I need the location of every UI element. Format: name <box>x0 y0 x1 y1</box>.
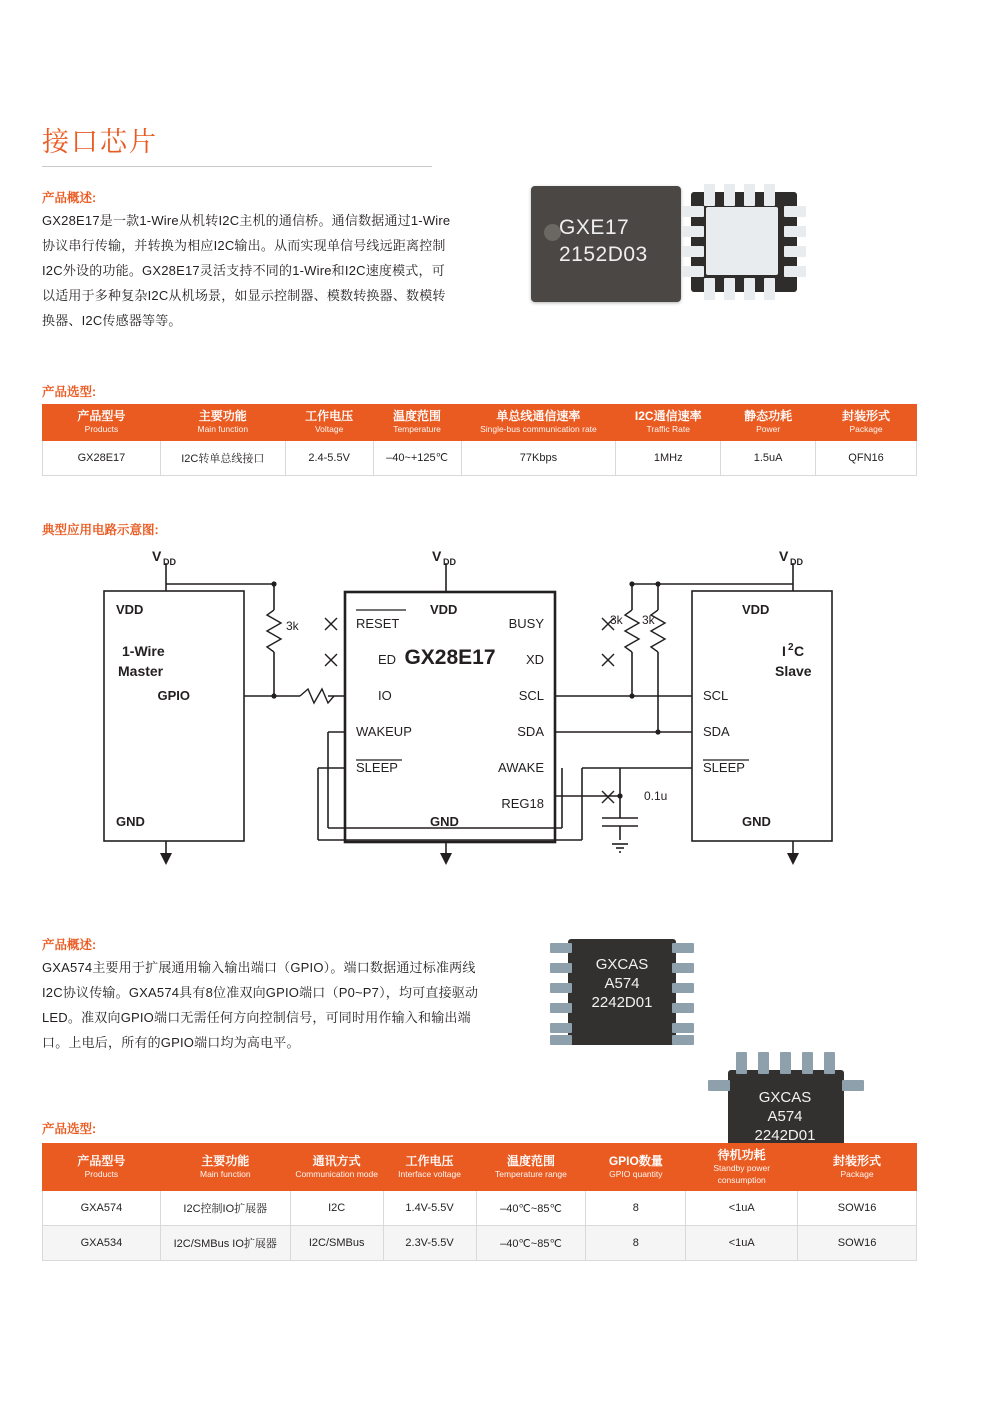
table-header-cell <box>383 1144 476 1191</box>
table-header-en: Traffic Rate <box>646 424 690 435</box>
svg-text:Slave: Slave <box>775 663 812 679</box>
svg-text:0.1u: 0.1u <box>644 789 668 803</box>
svg-text:GX28E17: GX28E17 <box>404 646 496 669</box>
table-header-en: Communication mode <box>295 1168 378 1179</box>
table-cell: <1uA <box>686 1226 798 1261</box>
table-cell: –40℃~85℃ <box>476 1191 586 1226</box>
table-header-cell <box>461 405 616 441</box>
svg-text:SDA: SDA <box>517 724 544 739</box>
table-header-cn: 产品型号 <box>77 1153 126 1168</box>
svg-text:V: V <box>432 548 442 564</box>
svg-text:SCL: SCL <box>518 688 544 703</box>
table-header-cn: I2C通信速率 <box>634 409 702 423</box>
table-header-cell <box>586 1144 686 1191</box>
table-cell: QFN16 <box>816 440 917 475</box>
table-cell: 8 <box>586 1191 686 1226</box>
table-row <box>43 1191 917 1226</box>
svg-text:VDD: VDD <box>430 602 458 617</box>
table-header-en: Main function <box>197 424 249 435</box>
table-header-cn: 产品型号 <box>77 409 126 423</box>
table-header-en: Temperature <box>393 424 441 435</box>
table-header-en: GPIO quantity <box>609 1168 663 1179</box>
table-cell: GXA534 <box>43 1226 161 1261</box>
table-header-en: Single-bus communication rate <box>480 424 597 435</box>
table-header-en: Temperature range <box>495 1168 567 1179</box>
table-header-cn: 静态功耗 <box>744 409 793 423</box>
table-header-row <box>43 405 917 441</box>
svg-text:Master: Master <box>118 663 164 679</box>
table-header-row <box>43 1144 917 1191</box>
table-header-en: Standby power consumption <box>713 1163 771 1185</box>
table-header-cell <box>43 405 161 441</box>
svg-text:DD: DD <box>790 557 803 567</box>
svg-text:SDA: SDA <box>703 724 730 739</box>
table-header-cn: 通讯方式 <box>312 1153 361 1168</box>
table-cell: I2C/SMBus IO扩展器 <box>160 1226 290 1261</box>
table-header-en: Voltage <box>314 424 344 435</box>
table-cell: I2C转单总线接口 <box>160 440 285 475</box>
table-header-cell <box>373 405 461 441</box>
svg-text:REG18: REG18 <box>501 796 544 811</box>
svg-text:1-Wire: 1-Wire <box>122 643 165 659</box>
svg-text:XD: XD <box>525 652 544 667</box>
table-header-cell <box>290 1144 383 1191</box>
table-header-en: Products <box>84 424 119 435</box>
table-cell: 2.4-5.5V <box>285 440 373 475</box>
table-header-cell <box>43 1144 161 1191</box>
svg-text:V: V <box>779 548 789 564</box>
table-cell: I2C控制IO扩展器 <box>160 1191 290 1226</box>
table-header-en: Package <box>840 1168 874 1179</box>
table-header-cell <box>160 405 285 441</box>
table-cell: 1.5uA <box>721 440 816 475</box>
table-cell: I2C/SMBus <box>290 1226 383 1261</box>
table-header-cn: 主要功能 <box>198 409 247 423</box>
product-selection-table-2 <box>42 1143 917 1261</box>
svg-text:2: 2 <box>788 642 794 653</box>
table-header-en: Products <box>84 1168 119 1179</box>
table-header-cell <box>686 1144 798 1191</box>
svg-text:IO: IO <box>378 688 392 703</box>
table-cell: 77Kbps <box>461 440 616 475</box>
table-header-cell <box>476 1144 586 1191</box>
svg-text:SCL: SCL <box>703 688 729 703</box>
table-header-cn: 工作电压 <box>305 409 354 423</box>
soic-left-line3: 2242D01 <box>591 994 653 1011</box>
page-title-block <box>42 128 432 167</box>
circuit-label: 典型应用电路示意图: <box>42 523 159 537</box>
section1-selection-label: 产品选型: <box>42 385 97 399</box>
svg-text:3k: 3k <box>286 619 299 633</box>
table-cell: GXA574 <box>43 1191 161 1226</box>
svg-text:GND: GND <box>430 814 459 829</box>
chip-marking-line2: 2152D03 <box>559 243 648 266</box>
table-header-cn: 温度范围 <box>393 409 442 423</box>
soic-left-line2: A574 <box>604 975 640 992</box>
soic-right-line1: GXCAS <box>758 1089 812 1106</box>
svg-text:DD: DD <box>443 557 456 567</box>
table-header-en: Interface voltage <box>398 1168 461 1179</box>
section2-overview-text: GXA574主要用于扩展通用输入输出端口（GPIO）。端口数据通过标准两线I2C协议传输。GXA574具有8位准双向GPIO端口（P0~P7），均可直接驱动LED。准双向GPIO端口无需任何方向控制信号，可同时用作输入和输出端口。上电后，所有的GPIO端口均为高电平。 <box>42 960 479 1050</box>
svg-text:RESET: RESET <box>356 616 400 631</box>
table-header-cn: 工作电压 <box>405 1153 454 1168</box>
svg-text:WAKEUP: WAKEUP <box>356 724 412 739</box>
table-header-cell <box>816 405 917 441</box>
svg-text:GND: GND <box>742 814 771 829</box>
svg-text:VDD: VDD <box>742 602 770 617</box>
page-title: 接口芯片 <box>42 127 158 157</box>
table-header-cn: 主要功能 <box>201 1153 250 1168</box>
table-cell: 1MHz <box>616 440 721 475</box>
table-header-cell <box>285 405 373 441</box>
table-cell: <1uA <box>686 1191 798 1226</box>
svg-text:AWAKE: AWAKE <box>498 760 544 775</box>
table-cell: 2.3V-5.5V <box>383 1226 476 1261</box>
table-header-cell <box>798 1144 917 1191</box>
title-divider <box>42 166 432 167</box>
svg-text:GND: GND <box>116 814 145 829</box>
chip-photo-qfn-pads <box>680 182 808 302</box>
table-cell: I2C <box>290 1191 383 1226</box>
table-cell: –40~+125℃ <box>373 440 461 475</box>
section2-selection-label: 产品选型: <box>42 1122 97 1136</box>
table-header-en: Main function <box>199 1168 251 1179</box>
section1-overview-text: GX28E17是一款1-Wire从机转I2C主机的通信桥。通信数据通过1-Wire协议串行传输，并转换为相应I2C输出。从而实现单信号线远距离控制I2C外设的功能。GX28E17灵活支持不同的1-Wire和I2C速度模式，可以适用于多种复杂I2C从机场景，如显示控制器、模数转换器、数模转换器、I2C传感器等等。 <box>42 213 451 328</box>
table-header-cell <box>721 405 816 441</box>
table-header-cn: 温度范围 <box>506 1153 555 1168</box>
chip-photo-gxe17 <box>531 186 681 302</box>
section1-overview-label: 产品概述: <box>42 191 97 205</box>
svg-text:V: V <box>152 548 162 564</box>
soic-right-line3: 2242D01 <box>754 1127 816 1144</box>
svg-text:I: I <box>782 643 786 659</box>
table-cell: 1.4V-5.5V <box>383 1191 476 1226</box>
table-cell: SOW16 <box>798 1226 917 1261</box>
table-header-cn: 单总线通信速率 <box>496 409 581 423</box>
svg-text:SLEEP: SLEEP <box>703 760 745 775</box>
soic-right-line2: A574 <box>767 1108 803 1125</box>
table-header-cell <box>616 405 721 441</box>
chip-marking-line1: GXE17 <box>559 216 630 239</box>
table-cell: SOW16 <box>798 1191 917 1226</box>
soic-left-line1: GXCAS <box>595 956 649 973</box>
svg-text:VDD: VDD <box>116 602 144 617</box>
svg-text:BUSY: BUSY <box>508 616 544 631</box>
table-header-cn: 封装形式 <box>842 409 891 423</box>
svg-text:ED: ED <box>378 652 397 667</box>
table-header-en: Package <box>849 424 883 435</box>
table-row <box>43 440 917 475</box>
application-circuit-diagram <box>42 548 958 878</box>
table-header-en: Power <box>756 424 781 435</box>
table-header-cn: 待机功耗 <box>717 1148 766 1162</box>
svg-text:GPIO: GPIO <box>157 688 190 703</box>
svg-text:C: C <box>794 643 805 659</box>
table-cell: GX28E17 <box>43 440 161 475</box>
table-header-cell <box>160 1144 290 1191</box>
svg-text:SLEEP: SLEEP <box>356 760 398 775</box>
svg-text:3k: 3k <box>610 613 623 627</box>
product-selection-table-1 <box>42 404 917 476</box>
table-cell: 8 <box>586 1226 686 1261</box>
chip-photo-gxa574-left <box>548 925 696 1060</box>
table-header-cn: GPIO数量 <box>608 1153 663 1168</box>
table-row <box>43 1226 917 1261</box>
svg-text:3k: 3k <box>642 613 655 627</box>
table-cell: –40℃~85℃ <box>476 1226 586 1261</box>
svg-text:DD: DD <box>163 557 176 567</box>
table-header-cn: 封装形式 <box>833 1153 882 1168</box>
section2-overview-label: 产品概述: <box>42 938 97 952</box>
